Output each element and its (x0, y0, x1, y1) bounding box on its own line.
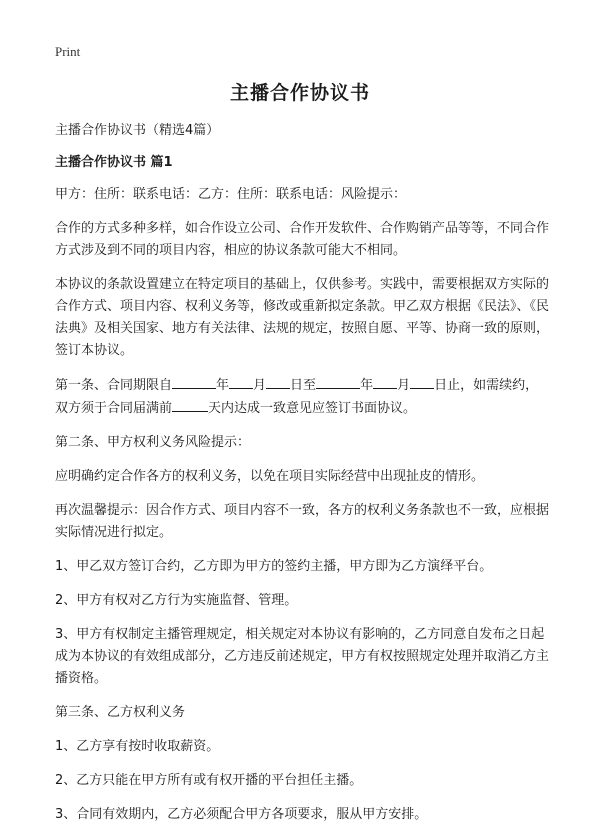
paragraph-basis: 本协议的条款设置建立在特定项目的基础上，仅供参考。实践中，需要根据双方实际的合作方式、项目内容、权利义务等，修改或重新拟定条款。甲乙双方根据《民法》、《民法典》及相关国家、地方有关法律、法规的规定，按照自愿、平等、协商一致的原则，签订本协议。 (55, 277, 550, 358)
article-2-item-2: 2、甲方有权对乙方行为实施监督、管理。 (55, 593, 298, 608)
intro-line: 甲方：住所：联系电话：乙方：住所：联系电话：风险提示： (55, 187, 407, 202)
article-3-item-1: 1、乙方享有按时收取薪资。 (55, 739, 220, 754)
article-1-month-2: 月 (397, 378, 411, 393)
article-3-heading: 第三条、乙方权利义务 (55, 705, 186, 720)
paragraph-cooperation: 合作的方式多种多样，如合作设立公司、合作开发软件、合作购销产品等等，不同合作方式涉及到不同的项目内容，相应的协议条款可能大不相同。 (55, 221, 550, 258)
blank-field (172, 374, 216, 389)
article-2-item-1: 1、甲乙双方签订合约，乙方即为甲方的签约主播，甲方即为乙方演绎平台。 (55, 559, 493, 574)
blank-field (266, 374, 290, 389)
article-2-item-3: 3、甲方有权制定主播管理规定，相关规定对本协议有影响的，乙方同意自发布之日起成为本协议的有效组成部分，乙方违反前述规定，甲方有权按照规定处理并取消乙方主播资格。 (55, 627, 550, 686)
article-2-paragraph-1: 应明确约定合作各方的权利义务，以免在项目实际经营中出现扯皮的情形。 (55, 469, 485, 484)
article-1-tail: 天内达成一致意见应签订书面协议。 (208, 401, 417, 416)
blank-field (373, 374, 397, 389)
article-3-item-3: 3、合同有效期内，乙方必须配合甲方各项要求，服从甲方安排。 (55, 807, 428, 822)
article-1-day-1: 日至 (290, 378, 317, 393)
blank-field (172, 397, 208, 412)
article-1 (55, 374, 550, 420)
article-1-year-2: 年 (360, 378, 374, 393)
article-1-month-1: 月 (253, 378, 267, 393)
article-1-day-2: 日止，如需续约，双方须于合同届满前 (55, 378, 539, 416)
article-1-year-1: 年 (216, 378, 230, 393)
article-3-item-2: 2、乙方只能在甲方所有或有权开播的平台担任主播。 (55, 773, 363, 788)
blank-field (410, 374, 434, 389)
article-2-heading: 第二条、甲方权利义务风险提示： (55, 435, 251, 450)
document-subtitle: 主播合作协议书（精选4篇） (55, 123, 220, 138)
print-label[interactable]: Print (55, 44, 81, 59)
blank-field (316, 374, 360, 389)
article-1-start: 第一条、合同期限自 (55, 378, 173, 393)
article-2-paragraph-2: 再次温馨提示：因合作方式、项目内容不一致，各方的权利义务条款也不一致，应根据实际情况进行拟定。 (55, 503, 550, 540)
document-title: 主播合作协议书 (229, 82, 370, 104)
section-heading: 主播合作协议书 篇1 (55, 155, 173, 170)
blank-field (229, 374, 253, 389)
document-body (55, 120, 550, 838)
